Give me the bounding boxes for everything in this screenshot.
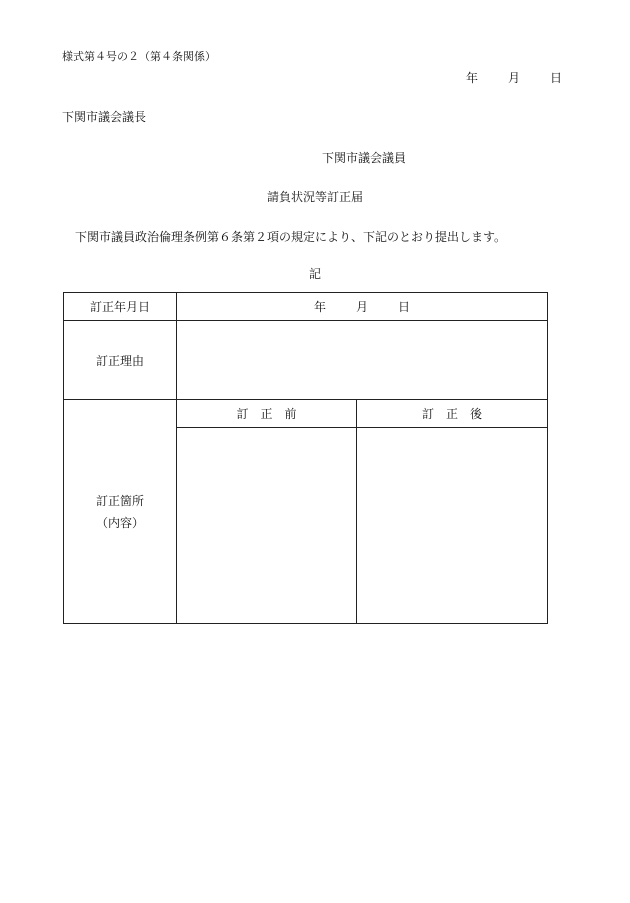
row-correction-reason	[64, 321, 548, 400]
after-correction-header: 訂 正 後	[357, 400, 548, 428]
addressee: 下関市議会議長	[62, 110, 147, 124]
statement: 下関市議員政治倫理条例第６条第２項の規定により、下記のとおり提出します。	[75, 230, 507, 244]
row-correction-subheaders	[64, 400, 548, 428]
form-number: 様式第４号の２（第４条関係）	[62, 50, 216, 63]
correction-date-field[interactable]	[177, 293, 548, 321]
correction-reason-field[interactable]	[177, 321, 548, 400]
correction-date-label: 訂正年月日	[64, 293, 177, 321]
correction-date-day: 日	[398, 300, 411, 314]
correction-date-month: 月	[356, 300, 369, 314]
ki-heading: 記	[308, 267, 321, 281]
correction-place-label-line2: （内容）	[95, 515, 144, 530]
date-month: 月	[508, 71, 521, 85]
correction-reason-label: 訂正理由	[64, 321, 177, 400]
date-year: 年	[466, 71, 479, 85]
row-correction-date	[64, 293, 548, 321]
correction-place-label	[64, 400, 177, 624]
after-correction-field[interactable]	[357, 428, 548, 624]
submission-date	[466, 69, 562, 86]
document-title: 請負状況等訂正届	[266, 190, 363, 204]
date-day: 日	[550, 71, 563, 85]
correction-place-label-line1: 訂正箇所	[95, 493, 144, 508]
correction-date-year: 年	[313, 300, 326, 314]
before-correction-header: 訂 正 前	[177, 400, 357, 428]
submitter: 下関市議会議員	[322, 151, 407, 165]
correction-table	[63, 292, 548, 624]
before-correction-field[interactable]	[177, 428, 357, 624]
